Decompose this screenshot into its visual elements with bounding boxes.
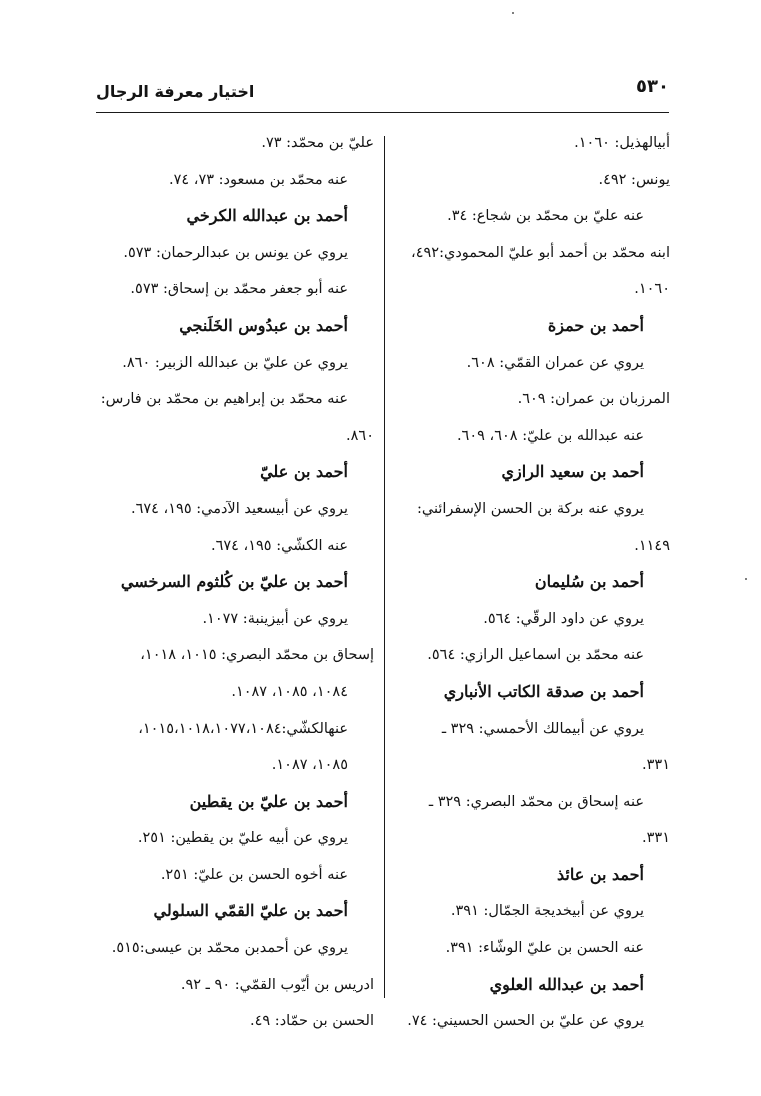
entry-heading: أحمد بن عليّ — [260, 462, 348, 482]
running-title: اختيار معرفة الرجال — [96, 82, 255, 101]
entry-line: ١٠٨٥، ١٠٨٧. — [271, 757, 348, 774]
entry-line: أبيالهذيل: ١٠٦٠. — [574, 135, 670, 151]
entry-line: يروي عن يونس بن عبدالرحمان: ٥٧٣. — [123, 244, 348, 261]
entry-line: عنه الحسن بن عليّ الوشّاء: ٣٩١. — [445, 940, 644, 957]
entry-line: يروي عن عليّ بن الحسن الحسيني: ٧٤. — [407, 1013, 644, 1030]
entry-heading: أحمد بن عبدالله العلوي — [489, 974, 644, 994]
entry-line: ٨٦٠. — [346, 427, 374, 444]
entry-line: يروي عن أبيه عليّ بن يقطين: ٢٥١. — [137, 830, 348, 847]
page-number: ٥٣٠ — [636, 76, 669, 97]
entry-line: إسحاق بن محمّد البصري: ١٠١٥، ١٠١٨، — [140, 647, 374, 664]
entry-heading: أحمد بن سُليمان — [534, 572, 644, 592]
right-column — [398, 125, 670, 1040]
entry-line: ادريس بن أيّوب القمّي: ٩٠ ـ ٩٢. — [180, 976, 374, 993]
page-header — [96, 72, 669, 113]
entry-line: ١٠٨٤، ١٠٨٥، ١٠٨٧. — [231, 683, 348, 700]
entry-line: عنه محمّد بن مسعود: ٧٣، ٧٤. — [168, 171, 348, 188]
entry-line: يروي عن أحمدبن محمّد بن عيسى:٥١٥. — [111, 940, 348, 957]
entry-line: يروي عن داود الرقّي: ٥٦٤. — [483, 610, 644, 627]
entry-line: ١١٤٩. — [634, 537, 670, 554]
entry-line: يروي عن أبيخديجة الجمّال: ٣٩١. — [450, 903, 644, 920]
entry-line: المرزبان بن عمران: ٦٠٩. — [517, 391, 670, 408]
entry-line: ١٠٦٠. — [634, 281, 670, 298]
entry-line: عليّ بن محمّد: ٧٣. — [261, 135, 374, 151]
entry-line: ٣٣١. — [642, 830, 670, 847]
entry-line: يروي عن عليّ بن عبدالله الزبير: ٨٦٠. — [122, 354, 348, 371]
entry-heading: أحمد بن عليّ القمّي السلولي — [153, 901, 348, 921]
entry-heading: أحمد بن صدقة الكاتب الأنباري — [443, 681, 644, 701]
entry-heading: أحمد بن عليّ بن يقطين — [189, 791, 348, 811]
scan-speck — [512, 12, 514, 14]
entry-heading: أحمد بن عبدالله الكرخي — [186, 206, 348, 226]
entry-line: عنه محمّد بن اسماعيل الرازي: ٥٦٤. — [427, 647, 644, 664]
entry-line: ابنه محمّد بن أحمد أبو عليّ المحمودي:٤٩٢، — [411, 244, 670, 261]
scan-speck — [745, 578, 747, 580]
column-divider — [384, 136, 385, 998]
entry-line: عنه عبدالله بن عليّ: ٦٠٨، ٦٠٩. — [456, 427, 644, 444]
entry-line: عنه محمّد بن إبراهيم بن محمّد بن فارس: — [100, 391, 348, 408]
entry-line: الحسن بن حمّاد: ٤٩. — [250, 1013, 374, 1030]
entry-line: عنه الكشّي: ١٩٥، ٦٧٤. — [210, 537, 348, 554]
entry-line: عنهالكشّي:١٠١٥،١٠١٨،١٠٧٧،١٠٨٤، — [138, 720, 348, 737]
entry-line: ٣٣١. — [642, 757, 670, 774]
entry-line: يروي عن أبيمالك الأحمسي: ٣٢٩ ـ — [441, 720, 644, 737]
entry-heading: أحمد بن سعيد الرازي — [501, 462, 644, 482]
entry-line: يروي عنه بركة بن الحسن الإسفرائني: — [417, 500, 644, 517]
entry-line: عنه إسحاق بن محمّد البصري: ٣٢٩ ـ — [428, 793, 644, 810]
entry-line: عنه عليّ بن محمّد بن شجاع: ٣٤. — [447, 208, 644, 225]
entry-heading: أحمد بن عبدُوس الخَلَنجي — [179, 315, 348, 335]
entry-line: يروي عن أبيسعيد الآدمي: ١٩٥، ٦٧٤. — [130, 500, 348, 517]
entry-heading: أحمد بن عائذ — [556, 864, 644, 884]
left-column — [100, 125, 374, 1040]
entry-line: يروي عن عمران القمّي: ٦٠٨. — [466, 354, 644, 371]
entry-line: يونس: ٤٩٢. — [598, 171, 670, 188]
entry-line: عنه أخوه الحسن بن عليّ: ٢٥١. — [160, 866, 348, 883]
entry-heading: أحمد بن عليّ بن كُلثوم السرخسي — [120, 572, 348, 592]
entry-heading: أحمد بن حمزة — [547, 315, 644, 335]
entry-line: عنه أبو جعفر محمّد بن إسحاق: ٥٧٣. — [130, 281, 348, 298]
entry-line: يروي عن أبيزينبة: ١٠٧٧. — [202, 610, 348, 627]
